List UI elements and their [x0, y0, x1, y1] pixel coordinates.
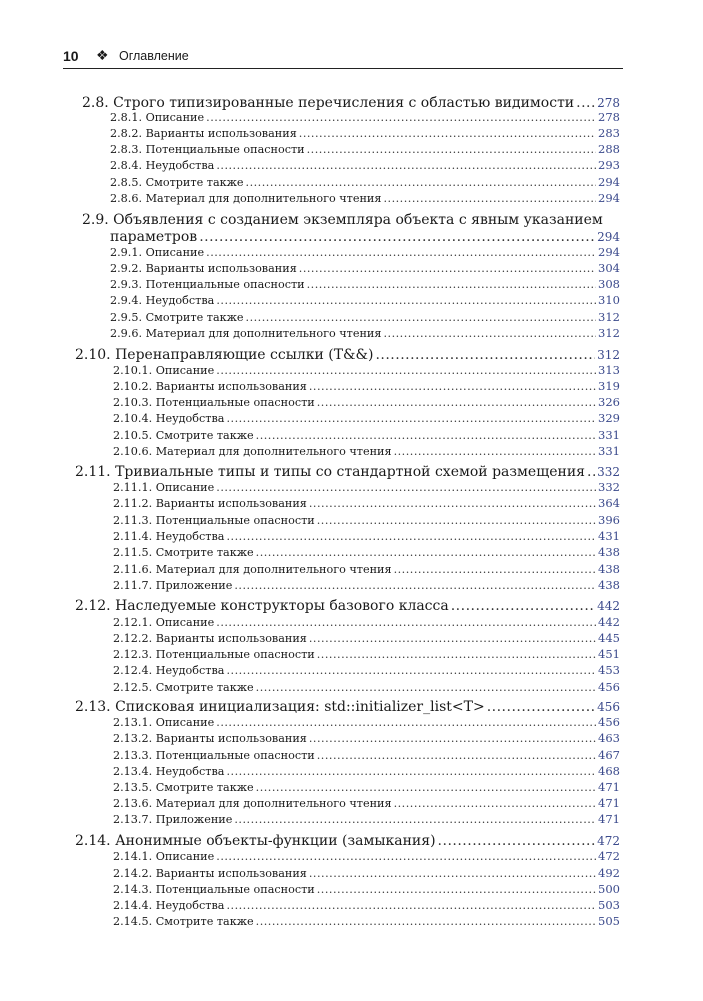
toc-entry[interactable]: 2.10.1. Описание ..... 313	[113, 362, 620, 378]
toc-entry[interactable]: 2.14.3. Потенциальные опасности ..... 500	[113, 881, 620, 897]
toc-entry[interactable]: 2.9.3. Потенциальные опасности ..... 308	[110, 276, 620, 292]
toc-entry[interactable]: 2.8.1. Описание ..... 278	[110, 109, 620, 125]
toc-entry[interactable]: 2.9.4. Неудобства ..... 310	[110, 292, 620, 308]
toc-entry[interactable]: 2.13.3. Потенциальные опасности ..... 467	[113, 747, 620, 763]
page-number: 10	[63, 48, 79, 64]
toc-section-2-13[interactable]: 2.13. Списковая инициализация: std::initializer_list<T> ..... 456	[75, 698, 620, 716]
toc-entry[interactable]: 2.11.3. Потенциальные опасности ..... 396	[113, 512, 620, 528]
page-header	[63, 48, 623, 69]
toc-entry[interactable]: 2.11.7. Приложение ..... 438	[113, 577, 620, 593]
toc-entry[interactable]: 2.10.6. Материал для дополнительного чтения ..... 331	[113, 443, 620, 459]
toc-entry[interactable]: 2.11.1. Описание ..... 332	[113, 479, 620, 495]
toc-entry[interactable]: 2.13.7. Приложение ..... 471	[113, 811, 620, 827]
toc-section-2-8[interactable]: 2.8. Строго типизированные перечисления с областью видимости ..... 278	[82, 94, 620, 112]
toc-entry[interactable]: 2.11.6. Материал для дополнительного чтения ..... 438	[113, 561, 620, 577]
toc-entry[interactable]: 2.10.3. Потенциальные опасности ..... 326	[113, 394, 620, 410]
toc-entry[interactable]: 2.10.5. Смотрите также ..... 331	[113, 427, 620, 443]
toc-entry[interactable]: 2.13.1. Описание ..... 456	[113, 714, 620, 730]
toc-entry[interactable]: 2.14.2. Варианты использования ..... 492	[113, 865, 620, 881]
toc-section-2-14[interactable]: 2.14. Анонимные объекты-функции (замыкания) ..... 472	[75, 832, 620, 850]
toc-section-2-9-line1[interactable]: 2.9. Объявления с созданием экземпляра объекта с явным указанием	[82, 212, 603, 228]
running-title: Оглавление	[119, 49, 189, 63]
toc-entry[interactable]: 2.14.4. Неудобства ..... 503	[113, 897, 620, 913]
toc-entry[interactable]: 2.13.6. Материал для дополнительного чтения ..... 471	[113, 795, 620, 811]
toc-section-2-12[interactable]: 2.12. Наследуемые конструкторы базового класса ..... 442	[75, 597, 620, 615]
toc-entry[interactable]: 2.9.6. Материал для дополнительного чтения ..... 312	[110, 325, 620, 341]
toc-entry[interactable]: 2.8.4. Неудобства ..... 293	[110, 157, 620, 173]
toc-entry[interactable]: 2.11.5. Смотрите также ..... 438	[113, 544, 620, 560]
toc-entry[interactable]: 2.9.5. Смотрите также ..... 312	[110, 309, 620, 325]
toc-entry[interactable]: 2.11.2. Варианты использования ..... 364	[113, 495, 620, 511]
toc-entry[interactable]: 2.12.2. Варианты использования ..... 445	[113, 630, 620, 646]
toc-entry[interactable]: 2.10.2. Варианты использования ..... 319	[113, 378, 620, 394]
toc-entry[interactable]: 2.12.3. Потенциальные опасности ..... 451	[113, 646, 620, 662]
toc-entry[interactable]: 2.11.4. Неудобства ..... 431	[113, 528, 620, 544]
toc-section-2-11[interactable]: 2.11. Тривиальные типы и типы со стандартной схемой размещения ..... 332	[75, 463, 620, 481]
toc-entry[interactable]: 2.13.5. Смотрите также ..... 471	[113, 779, 620, 795]
toc-entry[interactable]: 2.14.5. Смотрите также ..... 505	[113, 913, 620, 929]
toc-entry[interactable]: 2.12.5. Смотрите также ..... 456	[113, 679, 620, 695]
toc-section-2-9[interactable]: параметров ..... 294	[110, 228, 620, 246]
toc-entry[interactable]: 2.13.4. Неудобства ..... 468	[113, 763, 620, 779]
toc-entry[interactable]: 2.12.1. Описание ..... 442	[113, 614, 620, 630]
toc-entry[interactable]: 2.13.2. Варианты использования ..... 463	[113, 730, 620, 746]
toc-entry[interactable]: 2.8.6. Материал для дополнительного чтения ..... 294	[110, 190, 620, 206]
ornament-icon: ❖	[96, 47, 109, 63]
toc-entry[interactable]: 2.14.1. Описание ..... 472	[113, 848, 620, 864]
toc-entry[interactable]: 2.9.2. Варианты использования ..... 304	[110, 260, 620, 276]
toc-entry[interactable]: 2.9.1. Описание ..... 294	[110, 244, 620, 260]
toc-section-2-10[interactable]: 2.10. Перенаправляющие ссылки (T&&) ..... 312	[75, 346, 620, 364]
toc-entry[interactable]: 2.12.4. Неудобства ..... 453	[113, 662, 620, 678]
toc-entry[interactable]: 2.8.3. Потенциальные опасности ..... 288	[110, 141, 620, 157]
toc-entry[interactable]: 2.8.5. Смотрите также ..... 294	[110, 174, 620, 190]
toc-entry[interactable]: 2.10.4. Неудобства ..... 329	[113, 410, 620, 426]
toc-entry[interactable]: 2.8.2. Варианты использования ..... 283	[110, 125, 620, 141]
